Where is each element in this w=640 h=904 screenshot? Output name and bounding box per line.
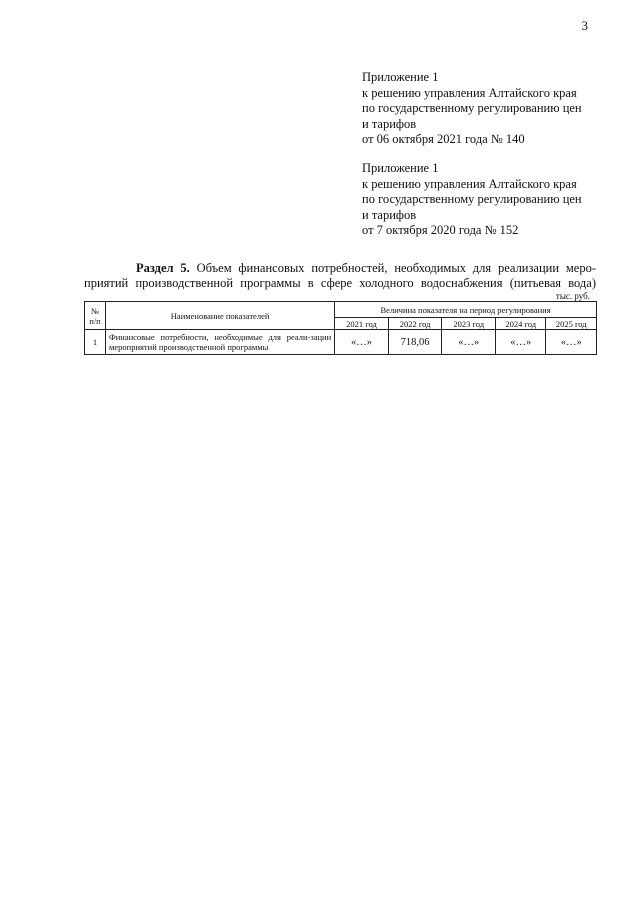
section-heading-line-2: приятий производственной программы в сфере холодного водоснабжения (питьевая вода) — [84, 276, 596, 290]
header-name: Наименование показателей — [106, 302, 335, 330]
appendix-line: от 06 октября 2021 года № 140 — [362, 132, 525, 146]
header-year: 2021 год — [335, 318, 389, 330]
appendix-current-block — [362, 70, 602, 148]
row-value: «…» — [546, 330, 597, 355]
appendix-line: к решению управления Алтайского края — [362, 176, 577, 191]
appendix-previous-block — [362, 161, 602, 239]
header-year: 2024 год — [496, 318, 546, 330]
header-year: 2022 год — [388, 318, 442, 330]
header-year: 2025 год — [546, 318, 597, 330]
appendix-line: Приложение 1 — [362, 70, 439, 84]
row-value: «…» — [442, 330, 496, 355]
appendix-line: по государственному регулированию цен — [362, 192, 582, 206]
section-heading-line-1 — [84, 261, 596, 276]
section-label: Раздел 5. — [136, 261, 190, 275]
financial-needs-table — [84, 301, 597, 355]
appendix-line: Приложение 1 — [362, 161, 439, 175]
appendix-line: к решению управления Алтайского края — [362, 85, 577, 100]
row-value: «…» — [496, 330, 546, 355]
header-period: Величина показателя на период регулирования — [335, 302, 597, 318]
appendix-line: и тарифов — [362, 207, 417, 222]
header-year: 2023 год — [442, 318, 496, 330]
page-number: 3 — [581, 18, 588, 33]
section-heading — [84, 261, 596, 291]
row-value: 718,06 — [388, 330, 442, 355]
table-row — [85, 330, 597, 355]
row-value: «…» — [335, 330, 389, 355]
table-header-row — [85, 302, 597, 318]
units-label: тыс. руб. — [555, 291, 590, 301]
appendix-line: от 7 октября 2020 года № 152 — [362, 223, 519, 237]
row-num: 1 — [85, 330, 106, 355]
row-name: Финансовые потребности, необходимые для реали-зации мероприятий производственной программы — [106, 330, 335, 355]
section-title-part-1: Объем финансовых потребностей, необходимых для реализации меро- — [189, 261, 596, 275]
appendix-line: и тарифов — [362, 116, 417, 131]
header-num: № п/п — [85, 302, 106, 330]
appendix-line: по государственному регулированию цен — [362, 101, 582, 115]
